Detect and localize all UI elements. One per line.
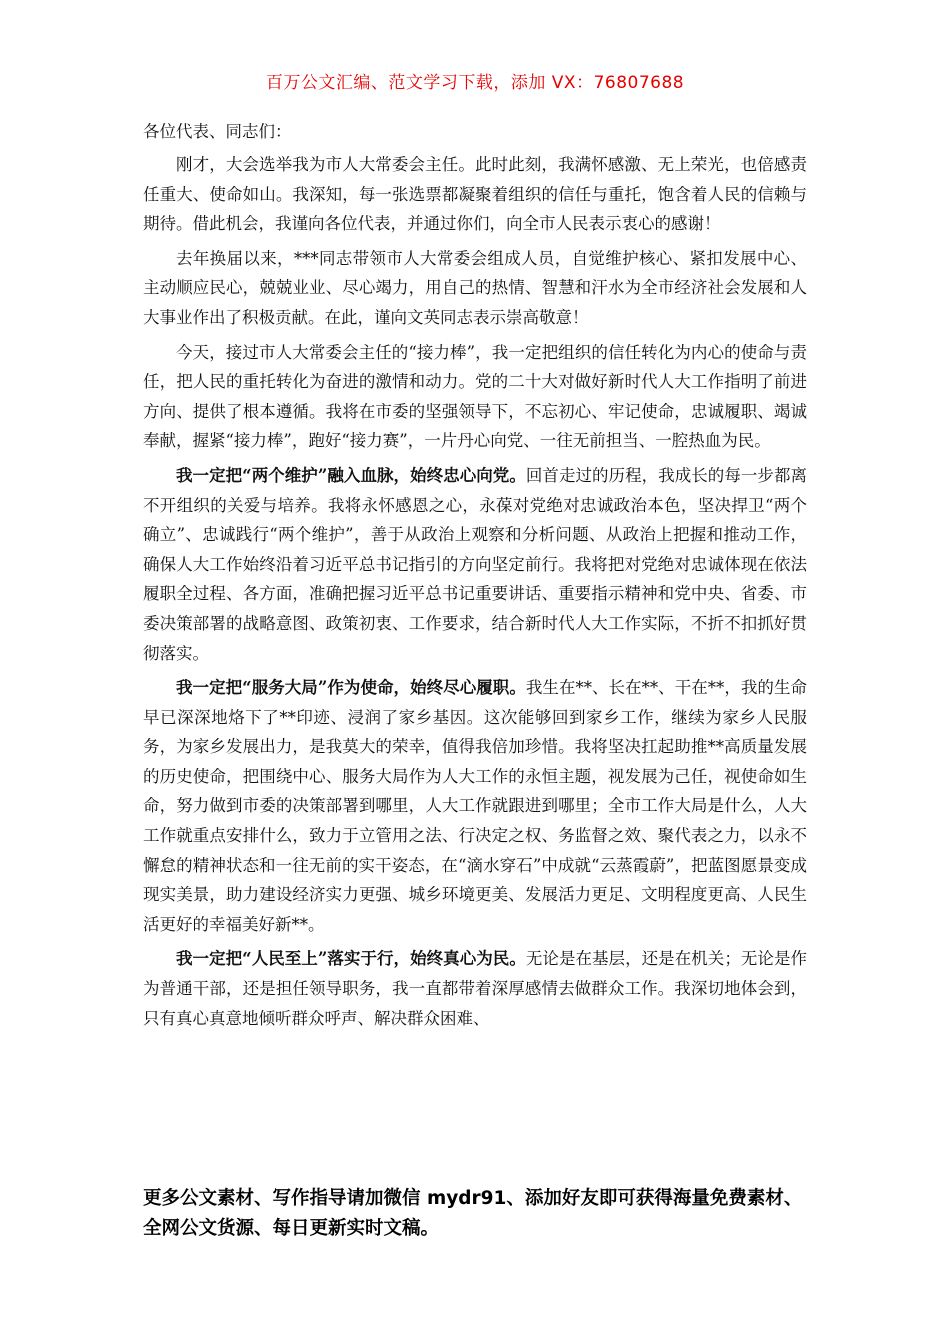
paragraph-text: 我生在**、长在**、干在**，我的生命早已深深地烙下了**印迹、浸润了家乡基因。这次能够回到家乡工作，继续为家乡人民服务，为家乡发展出力，是我莫大的荣幸，值得我倍加珍惜。我将坚决扛起助推**高质量发展的历史使命，把围绕中心、服务大局作为人大工作的永恒主题，视发展为己任，视使命如生命，努力做到市委的决策部署到哪里，人大工作就跟进到哪里；全市工作大局是什么，人大工作就重点安排什么，致力于立管用之法、行决定之权、务监督之效、聚代表之力，以永不懈怠的精神状态和一往无前的实干姿态，在“滴水穿石”中成就“云蒸霞蔚”，把蓝图愿景变成现实美景，助力建设经济实力更强、城乡环境更美、发展活力更足、文明程度更高、人民生活更好的幸福美好新**。	[143, 678, 807, 934]
body-paragraph	[143, 461, 807, 668]
body-paragraph	[143, 673, 807, 939]
paragraph-text: 刚才，大会选举我为市人大常委会主任。此时此刻，我满怀感激、无上荣光，也倍感责任重大、使命如山。我深知，每一张选票都凝聚着组织的信任与重托，饱含着人民的信赖与期待。借此机会，我谨向各位代表，并通过你们，向全市人民表示衷心的感谢！	[143, 155, 807, 234]
paragraph-lead: 我一定把“服务大局”作为使命，始终尽心履职。	[176, 678, 526, 698]
body-paragraph	[143, 244, 807, 333]
body-paragraph	[143, 150, 807, 239]
paragraph-list	[143, 150, 807, 1033]
paragraph-lead: 我一定把“人民至上”落实于行，始终真心为民。	[176, 949, 526, 969]
promo-header: 百万公文汇编、范文学习下载，添加 VX：76807688	[265, 73, 685, 93]
promo-footer: 更多公文素材、写作指导请加微信 mydr91、添加好友即可获得海量免费素材、全网公文货源、每日更新实时文稿。	[143, 1188, 803, 1239]
paragraph-lead: 我一定把“两个维护”融入血脉，始终忠心向党。	[176, 465, 526, 485]
body-paragraph	[143, 338, 807, 456]
salutation: 各位代表、同志们：	[143, 122, 292, 141]
document-body	[143, 118, 807, 1038]
paragraph-text: 今天，接过市人大常委会主任的“接力棒”，我一定把组织的信任转化为内心的使命与责任，把人民的重托转化为奋进的激情和动力。党的二十大对做好新时代人大工作指明了前进方向、提供了根本遵循。我将在市委的坚强领导下，不忘初心、牢记使命，忠诚履职、竭诚奉献，握紧“接力棒”，跑好“接力赛”，一片丹心向党、一往无前担当、一腔热血为民。	[143, 342, 807, 451]
paragraph-text: 回首走过的历程，我成长的每一步都离不开组织的关爱与培养。我将永怀感恩之心，永葆对党绝对忠诚政治本色，坚决捍卫“两个确立”、忠诚践行“两个维护”，善于从政治上观察和分析问题、从政治上把握和推动工作，确保人大工作始终沿着习近平总书记指引的方向坚定前行。我将把对党绝对忠诚体现在依法履职全过程、各方面，准确把握习近平总书记重要讲话、重要指示精神和党中央、省委、市委决策部署的战略意图、政策初衷、工作要求，结合新时代人大工作实际，不折不扣抓好贯彻落实。	[143, 465, 807, 663]
paragraph-text: 无论是在基层，还是在机关；无论是作为普通干部，还是担任领导职务，我一直都带着深厚感情去做群众工作。我深切地体会到，只有真心真意地倾听群众呼声、解决群众困难、	[143, 949, 807, 1028]
paragraph-text: 去年换届以来，***同志带领市人大常委会组成人员，自觉维护核心、紧扣发展中心、主动顺应民心，兢兢业业、尽心竭力，用自己的热情、智慧和汗水为全市经济社会发展和人大事业作出了积极贡献。在此，谨向文英同志表示崇高敬意！	[143, 248, 807, 327]
body-paragraph	[143, 944, 807, 1033]
